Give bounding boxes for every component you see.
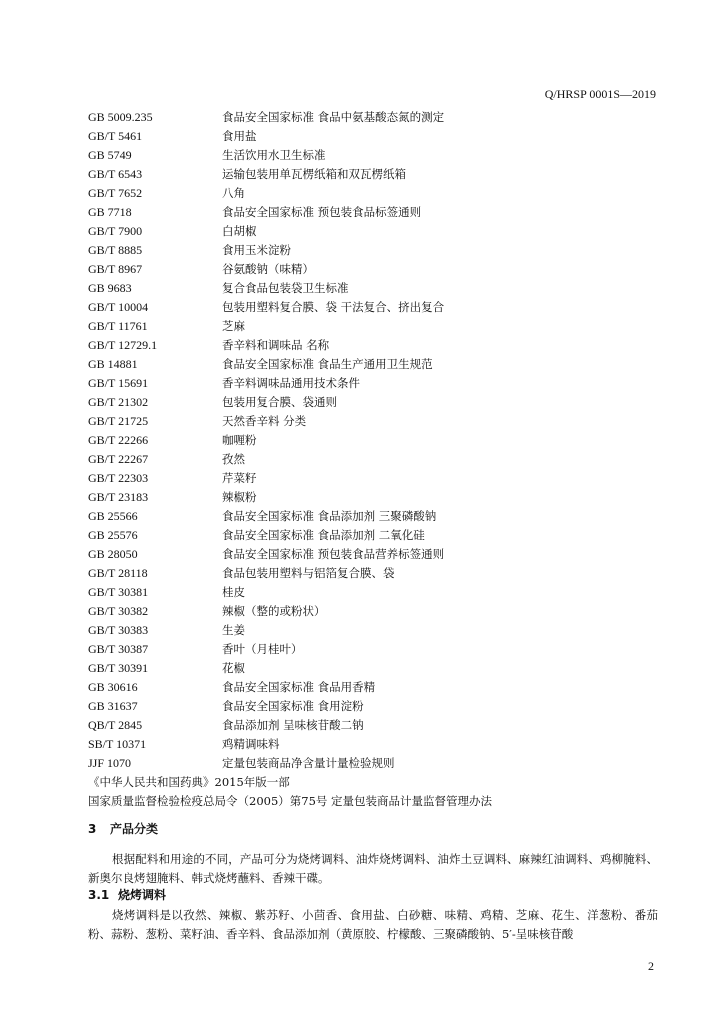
reference-code: GB/T 6543 <box>88 167 143 181</box>
reference-title: 食品安全国家标准 预包装食品标签通则 <box>222 205 422 219</box>
reference-code: GB/T 7652 <box>88 186 143 200</box>
reference-row <box>88 374 658 393</box>
reference-code: GB 28050 <box>88 547 138 561</box>
reference-code: GB/T 30387 <box>88 642 149 656</box>
reference-row <box>88 545 658 564</box>
reference-title: 咖喱粉 <box>222 433 257 447</box>
reference-row <box>88 108 658 127</box>
reference-row <box>88 754 658 773</box>
reference-title: 辣椒粉 <box>222 490 257 504</box>
reference-title: 包装用复合膜、袋通则 <box>222 395 337 409</box>
reference-row <box>88 488 658 507</box>
extra-reference: 《中华人民共和国药典》2015年版一部 <box>88 775 290 789</box>
reference-code: GB 14881 <box>88 357 138 371</box>
reference-title: 食品安全国家标准 食品添加剂 二氧化硅 <box>222 528 425 542</box>
reference-title: 芹菜籽 <box>222 471 257 485</box>
reference-title: 孜然 <box>222 452 245 466</box>
reference-title: 谷氨酸钠（味精） <box>222 262 314 276</box>
reference-row <box>88 431 658 450</box>
reference-row <box>88 583 658 602</box>
reference-row <box>88 735 658 754</box>
reference-title: 香叶（月桂叶） <box>222 642 303 656</box>
reference-title: 食品安全国家标准 食品中氨基酸态氮的测定 <box>222 110 445 124</box>
reference-row <box>88 203 658 222</box>
reference-row <box>88 184 658 203</box>
reference-code: GB/T 23183 <box>88 490 149 504</box>
reference-code: GB/T 8967 <box>88 262 143 276</box>
reference-code: GB/T 22267 <box>88 452 149 466</box>
reference-row <box>88 621 658 640</box>
section-title: 烧烤调料 <box>118 888 167 902</box>
reference-code: GB/T 30381 <box>88 585 149 599</box>
reference-row <box>88 127 658 146</box>
reference-row <box>88 279 658 298</box>
reference-title: 花椒 <box>222 661 245 675</box>
reference-code: GB/T 21725 <box>88 414 149 428</box>
reference-code: GB/T 12729.1 <box>88 338 158 352</box>
page-number: 2 <box>648 959 654 973</box>
reference-code: QB/T 2845 <box>88 718 143 732</box>
reference-code: GB 30616 <box>88 680 138 694</box>
reference-title: 食品安全国家标准 食用淀粉 <box>222 699 364 713</box>
document-code: Q/HRSP 0001S—2019 <box>544 87 656 101</box>
reference-row <box>88 260 658 279</box>
section-3-paragraph: 根据配料和用途的不同，产品可分为烧烤调料、油炸烧烤调料、油炸土豆调料、麻辣红油调料、鸡柳腌料、新奥尔良烤翅腌料、韩式烧烤蘸料、香辣干碟。 <box>88 852 658 885</box>
reference-code: GB/T 10004 <box>88 300 149 314</box>
reference-code: GB 9683 <box>88 281 132 295</box>
reference-code: GB/T 30382 <box>88 604 149 618</box>
reference-title: 食品安全国家标准 食品用香精 <box>222 680 376 694</box>
reference-code: GB 31637 <box>88 699 138 713</box>
reference-title: 八角 <box>222 186 245 200</box>
reference-code: GB/T 15691 <box>88 376 149 390</box>
reference-title: 生活饮用水卫生标准 <box>222 148 326 162</box>
reference-code: JJF 1070 <box>88 756 132 770</box>
reference-row <box>88 355 658 374</box>
section-3-1-paragraph: 烧烤调料是以孜然、辣椒、紫苏籽、小茴香、食用盐、白砂糖、味精、鸡精、芝麻、花生、洋葱粉、番茄粉、蒜粉、葱粉、菜籽油、香辛料、食品添加剂（黄原胶、柠檬酸、三聚磷酸钠、5′-呈味核苷酸 <box>88 908 658 941</box>
reference-title: 定量包装商品净含量计量检验规则 <box>222 756 395 770</box>
reference-code: GB/T 28118 <box>88 566 148 580</box>
reference-title: 食用盐 <box>222 129 257 143</box>
section-number: 3.1 <box>88 888 110 902</box>
reference-title: 运输包装用单瓦楞纸箱和双瓦楞纸箱 <box>222 167 406 181</box>
reference-row <box>88 450 658 469</box>
reference-row <box>88 298 658 317</box>
reference-row <box>88 393 658 412</box>
reference-title: 香辛料调味品通用技术条件 <box>222 376 360 390</box>
reference-code: GB 5009.235 <box>88 110 153 124</box>
reference-title: 鸡精调味料 <box>222 737 280 751</box>
reference-title: 包装用塑料复合膜、袋 干法复合、挤出复合 <box>222 300 445 314</box>
reference-row <box>88 469 658 488</box>
reference-title: 桂皮 <box>222 585 245 599</box>
reference-row <box>88 564 658 583</box>
reference-row <box>88 165 658 184</box>
reference-title: 白胡椒 <box>222 224 257 238</box>
reference-title: 香辛料和调味品 名称 <box>222 338 330 352</box>
reference-title: 辣椒（整的或粉状） <box>222 604 326 618</box>
reference-row <box>88 697 658 716</box>
reference-row <box>88 336 658 355</box>
reference-row <box>88 317 658 336</box>
reference-code: GB/T 21302 <box>88 395 149 409</box>
reference-row <box>88 146 658 165</box>
section-title: 产品分类 <box>110 822 159 836</box>
reference-row <box>88 640 658 659</box>
reference-title: 复合食品包装袋卫生标准 <box>222 281 349 295</box>
reference-title: 食品安全国家标准 食品添加剂 三聚磷酸钠 <box>222 509 437 523</box>
section-number: 3 <box>88 822 97 836</box>
reference-row <box>88 507 658 526</box>
reference-code: GB 7718 <box>88 205 132 219</box>
reference-row <box>88 659 658 678</box>
reference-row <box>88 526 658 545</box>
reference-title: 天然香辛料 分类 <box>222 414 307 428</box>
reference-code: GB 25566 <box>88 509 138 523</box>
reference-title: 食品安全国家标准 食品生产通用卫生规范 <box>222 357 433 371</box>
reference-code: GB/T 30383 <box>88 623 149 637</box>
reference-row <box>88 222 658 241</box>
reference-title: 食用玉米淀粉 <box>222 243 291 257</box>
reference-code: GB/T 11761 <box>88 319 148 333</box>
reference-code: GB/T 7900 <box>88 224 143 238</box>
reference-title: 生姜 <box>222 623 245 637</box>
reference-code: GB/T 5461 <box>88 129 143 143</box>
reference-title: 芝麻 <box>222 319 245 333</box>
reference-code: GB 25576 <box>88 528 138 542</box>
reference-row <box>88 241 658 260</box>
reference-row <box>88 716 658 735</box>
reference-code: GB/T 22303 <box>88 471 149 485</box>
reference-code: SB/T 10371 <box>88 737 147 751</box>
reference-code: GB/T 30391 <box>88 661 149 675</box>
reference-code: GB 5749 <box>88 148 132 162</box>
reference-code: GB/T 22266 <box>88 433 149 447</box>
section-3-1-heading <box>88 886 166 903</box>
section-3-heading <box>88 820 158 837</box>
reference-row <box>88 412 658 431</box>
reference-code: GB/T 8885 <box>88 243 143 257</box>
normative-references-list <box>88 108 658 811</box>
reference-title: 食品添加剂 呈味核苷酸二钠 <box>222 718 364 732</box>
reference-row <box>88 678 658 697</box>
reference-title: 食品包装用塑料与铝箔复合膜、袋 <box>222 566 395 580</box>
extra-reference: 国家质量监督检验检疫总局令（2005）第75号 定量包装商品计量监督管理办法 <box>88 794 493 808</box>
reference-title: 食品安全国家标准 预包装食品营养标签通则 <box>222 547 445 561</box>
reference-row <box>88 602 658 621</box>
